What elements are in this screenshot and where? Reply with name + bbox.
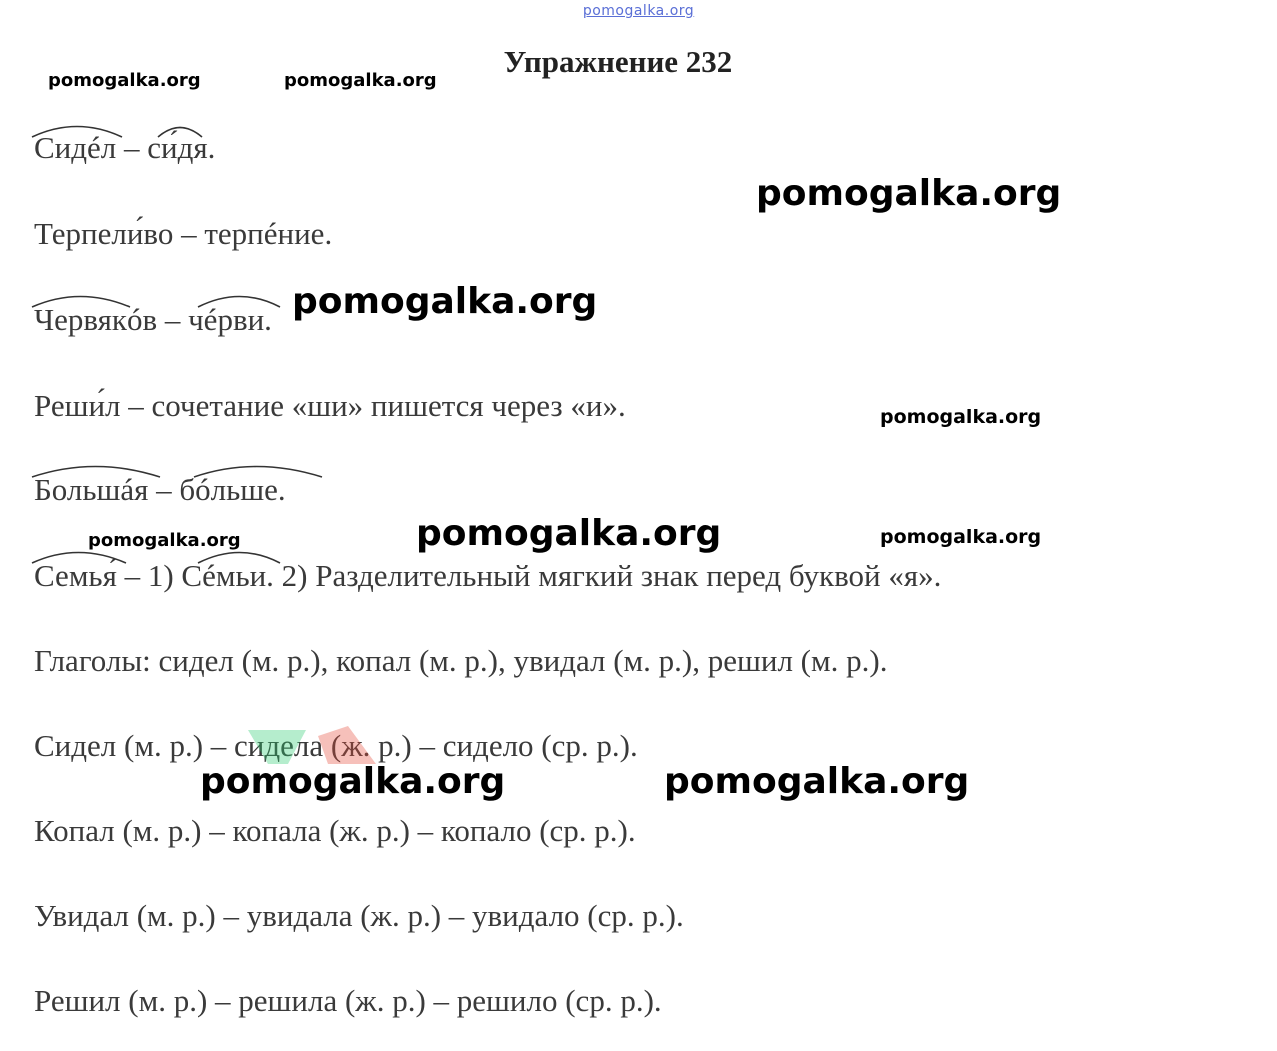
watermark: pomogalka.org [664,761,970,802]
answer-line-8: Сидел (м. р.) – сидела (ж. р.) – сидело (ср. р.). [34,728,638,763]
watermark: pomogalka.org [880,406,1042,428]
watermark: pomogalka.org [284,70,437,91]
answer-line-6: Семья́ – 1) Сéмьи. 2) Разделительный мягкий знак перед буквой «я». [34,558,942,593]
answer-line-5: Большáя – бóльше. [34,472,286,507]
watermark: pomogalka.org [200,761,506,802]
exercise-title: Упражнение 232 [503,44,733,79]
answer-line-4: Реши́л – сочетание «ши» пишется через «и». [34,388,626,423]
watermark: pomogalka.org [292,281,598,322]
answer-line-1: Сидéл – си́дя. [34,130,216,165]
answer-line-11: Решил (м. р.) – решила (ж. р.) – решило (ср. р.). [34,983,662,1018]
watermark-top-link[interactable]: pomogalka.org [582,3,695,19]
answer-line-10: Увидал (м. р.) – увидала (ж. р.) – увидало (ср. р.). [34,898,684,933]
watermark: pomogalka.org [756,173,1062,214]
answer-line-2: Терпели́во – терпéние. [34,216,333,251]
answer-line-3: Червякóв – чéрви. [34,302,272,337]
answer-line-9: Копал (м. р.) – копала (ж. р.) – копало (ср. р.). [34,813,636,848]
watermark: pomogalka.org [48,70,201,91]
watermark: pomogalka.org [88,530,241,551]
watermark: pomogalka.org [416,513,722,554]
watermark: pomogalka.org [880,526,1042,548]
answer-line-7: Глаголы: сидел (м. р.), копал (м. р.), увидал (м. р.), решил (м. р.). [34,643,888,678]
